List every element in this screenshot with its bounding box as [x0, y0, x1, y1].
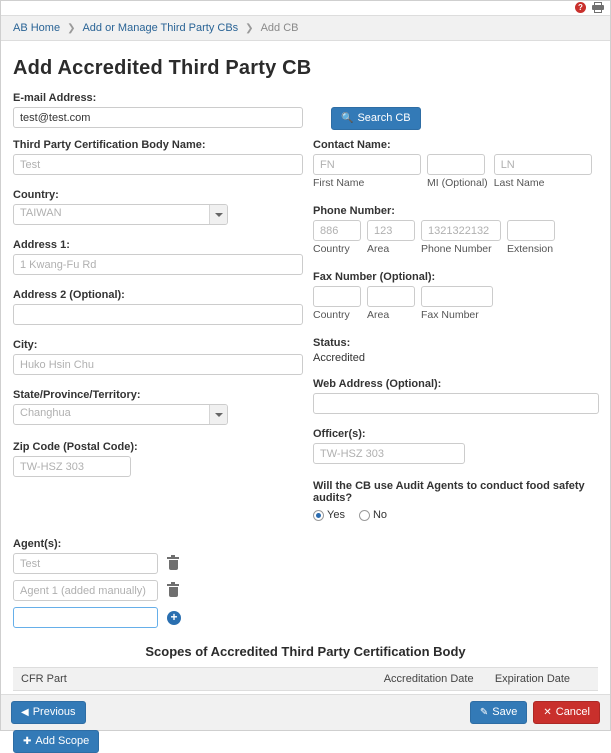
- fax-number-sublabel: Fax Number: [421, 309, 479, 321]
- address1-label: Address 1:: [13, 239, 70, 251]
- previous-button[interactable]: [11, 701, 86, 724]
- agent-input-1[interactable]: [13, 553, 158, 574]
- scopes-title: Scopes of Accredited Third Party Certification Body: [145, 644, 466, 659]
- form-column-left: [13, 139, 303, 530]
- form-columns: [13, 139, 598, 530]
- phone-label: Phone Number:: [313, 205, 395, 217]
- audit-agents-question-label: Will the CB use Audit Agents to conduct food safety audits?: [313, 480, 585, 504]
- pencil-icon: ✎: [479, 707, 489, 718]
- city-label: City:: [13, 339, 38, 351]
- officers-input[interactable]: [313, 443, 465, 464]
- contact-mi-sublabel: MI (Optional): [427, 177, 488, 189]
- address1-input[interactable]: [13, 254, 303, 275]
- chevron-right-icon: ❯: [245, 22, 254, 34]
- top-icon-bar: [1, 1, 610, 15]
- contact-mi-input[interactable]: [427, 154, 485, 175]
- zip-field-group: [13, 441, 303, 477]
- breadcrumb-item-ab-home[interactable]: AB Home: [13, 22, 61, 34]
- agent-row: [13, 553, 598, 574]
- chevron-left-circle-icon: ◀: [21, 707, 29, 718]
- add-scope-button-label: Add Scope: [35, 735, 90, 747]
- search-cb-button-label: Search CB: [357, 112, 411, 124]
- zip-label: Zip Code (Postal Code):: [13, 441, 138, 453]
- breadcrumb-item-add-or-manage-third-party-cbs[interactable]: Add or Manage Third Party CBs: [82, 22, 239, 34]
- fax-area-input[interactable]: [367, 286, 415, 307]
- fax-label: Fax Number (Optional):: [313, 271, 436, 283]
- officers-label: Officer(s):: [313, 428, 366, 440]
- audit-agents-radio-yes[interactable]: [313, 509, 345, 521]
- fax-number-input[interactable]: [421, 286, 493, 307]
- web-address-field-group: [313, 378, 599, 414]
- phone-area-sublabel: Area: [367, 243, 390, 255]
- radio-no-icon[interactable]: [359, 510, 370, 521]
- fax-area-sublabel: Area: [367, 309, 390, 321]
- country-select-value: TAIWAN: [20, 207, 62, 219]
- address2-input[interactable]: [13, 304, 303, 325]
- phone-extension-input[interactable]: [507, 220, 555, 241]
- audit-agents-question-group: [313, 480, 599, 521]
- state-select-value: Changhua: [20, 407, 71, 419]
- page-content: [1, 41, 610, 753]
- breadcrumb-item-add-cb: Add CB: [260, 22, 299, 34]
- chevron-right-icon: ❯: [67, 22, 76, 34]
- zip-input[interactable]: [13, 456, 131, 477]
- save-button[interactable]: [470, 701, 527, 724]
- search-cb-button[interactable]: [331, 107, 421, 130]
- plus-circle-icon[interactable]: +: [167, 611, 181, 625]
- close-icon: ✕: [543, 707, 552, 718]
- audit-agents-radio-no[interactable]: [359, 509, 387, 521]
- phone-extension-sublabel: Extension: [507, 243, 554, 255]
- phone-number-sublabel: Phone Number: [421, 243, 492, 255]
- contact-name-field-group: [313, 139, 599, 189]
- country-label: Country:: [13, 189, 59, 201]
- city-input[interactable]: [13, 354, 303, 375]
- email-field-group: [13, 92, 598, 130]
- scopes-column-accreditation-date: Accreditation Date: [376, 668, 487, 691]
- scopes-table-header-row: [13, 668, 598, 691]
- scopes-column-expiration-date: Expiration Date: [487, 668, 598, 691]
- radio-yes-icon[interactable]: [313, 510, 324, 521]
- previous-button-label: Previous: [32, 706, 76, 718]
- contact-last-name-input[interactable]: [494, 154, 592, 175]
- phone-area-input[interactable]: [367, 220, 415, 241]
- footer-bar: [1, 694, 610, 730]
- add-scope-button[interactable]: [13, 730, 99, 753]
- breadcrumb: [1, 15, 610, 41]
- country-select[interactable]: [13, 204, 228, 225]
- chevron-down-icon: [209, 205, 227, 224]
- page-title: Add Accredited Third Party CB: [13, 57, 312, 79]
- plus-icon: ✚: [23, 736, 32, 747]
- audit-agents-radio-no-label: No: [372, 509, 388, 521]
- status-value: Accredited: [313, 352, 365, 364]
- trash-icon[interactable]: [167, 557, 179, 570]
- web-address-input[interactable]: [313, 393, 599, 414]
- agents-section: [13, 538, 598, 628]
- address2-label: Address 2 (Optional):: [13, 289, 125, 301]
- print-icon[interactable]: [592, 2, 604, 13]
- contact-first-name-input[interactable]: [313, 154, 421, 175]
- agents-label: Agent(s):: [13, 538, 62, 550]
- state-field-group: [13, 389, 303, 425]
- state-label: State/Province/Territory:: [13, 389, 141, 401]
- cb-name-input[interactable]: [13, 154, 303, 175]
- phone-country-sublabel: Country: [313, 243, 350, 255]
- address2-field-group: [13, 289, 303, 325]
- form-column-right: [313, 139, 599, 530]
- agent-row: [13, 607, 598, 628]
- cb-name-label: Third Party Certification Body Name:: [13, 139, 206, 151]
- phone-country-input[interactable]: [313, 220, 361, 241]
- agent-input-2[interactable]: [13, 580, 158, 601]
- status-label: Status:: [313, 337, 351, 349]
- phone-field-group: [313, 205, 599, 255]
- contact-name-label: Contact Name:: [313, 139, 391, 151]
- add-scope-wrap: [13, 730, 598, 753]
- contact-first-name-sublabel: First Name: [313, 177, 365, 189]
- agent-input-3[interactable]: [13, 607, 158, 628]
- state-select[interactable]: [13, 404, 228, 425]
- fax-field-group: [313, 271, 599, 321]
- footer-actions: [470, 701, 600, 724]
- email-input[interactable]: [13, 107, 303, 128]
- search-icon: 🔍: [341, 113, 354, 124]
- city-field-group: [13, 339, 303, 375]
- help-icon[interactable]: ?: [575, 2, 586, 13]
- phone-number-input[interactable]: [421, 220, 501, 241]
- top-icon-group: [575, 2, 604, 13]
- fax-country-input[interactable]: [313, 286, 361, 307]
- cancel-button-label: Cancel: [555, 706, 590, 718]
- scopes-column-cfr-part: CFR Part: [13, 668, 376, 691]
- audit-agents-radio-group: [313, 509, 599, 521]
- trash-icon[interactable]: [167, 584, 179, 597]
- cancel-button[interactable]: [533, 701, 600, 724]
- email-label: E-mail Address:: [13, 92, 97, 104]
- officers-field-group: [313, 428, 599, 464]
- audit-agents-radio-yes-label: Yes: [327, 509, 345, 521]
- country-field-group: [13, 189, 303, 225]
- address1-field-group: [13, 239, 303, 275]
- chevron-down-icon: [209, 405, 227, 424]
- contact-last-name-sublabel: Last Name: [493, 177, 545, 189]
- agent-row: [13, 580, 598, 601]
- save-button-label: Save: [492, 706, 518, 718]
- status-field-group: [313, 337, 599, 364]
- fax-country-sublabel: Country: [313, 309, 350, 321]
- web-address-label: Web Address (Optional):: [313, 378, 442, 390]
- cb-name-field-group: [13, 139, 303, 175]
